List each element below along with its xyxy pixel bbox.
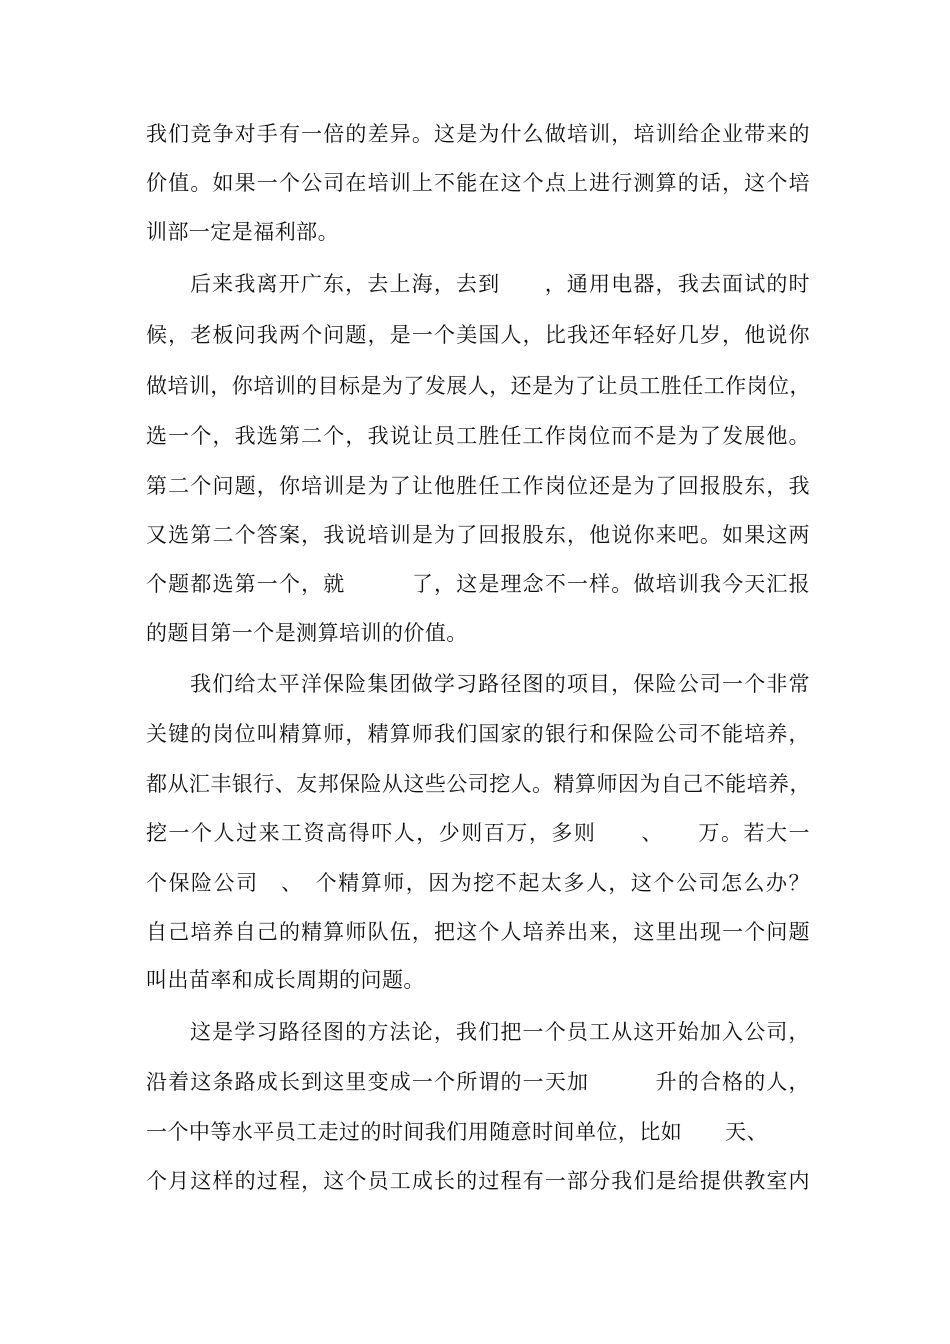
text-line-14: 都从汇丰银行、友邦保险从这些公司挖人。精算师因为自己不能培养， (146, 772, 811, 796)
text-line-5: 候，老板问我两个问题，是一个美国人，比我还年轻好几岁，他说你 (146, 323, 810, 347)
text-line-9: 又选第二个答案，我说培训是为了回报股东，他说你来吧。如果这两 (146, 523, 810, 547)
text-line-6: 做培训，你培训的目标是为了发展人，还是为了让员工胜任工作岗位， (146, 374, 811, 398)
text-line-15: 挖一个人过来工资高得吓人，少则百万，多则 、 万。若大一 (146, 821, 810, 845)
text-line-4: 后来我离开广东，去上海，去到 ，通用电器，我去面试的时 (190, 272, 810, 296)
text-line-12: 我们给太平洋保险集团做学习路径图的项目，保险公司一个非常 (190, 672, 810, 696)
text-line-18: 叫出苗率和成长周期的问题。 (146, 968, 425, 992)
text-line-1: 我们竞争对手有一倍的差异。这是为什么做培训，培训给企业带来的 (146, 122, 810, 146)
text-line-20: 沿着这条路成长到这里变成一个所谓的一天加 升的合格的人， (146, 1070, 810, 1094)
text-line-13: 关键的岗位叫精算师，精算师我们国家的银行和保险公司不能培养， (146, 722, 810, 746)
text-line-21: 一个中等水平员工走过的时间我们用随意时间单位，比如 天、 (146, 1120, 769, 1144)
text-line-3: 训部一定是福利部。 (146, 220, 340, 244)
text-line-11: 的题目第一个是测算培训的价值。 (146, 621, 468, 645)
text-line-16: 个保险公司 、 个精算师，因为挖不起太多人，这个公司怎么办？ (146, 871, 810, 895)
text-line-22: 个月这样的过程，这个员工成长的过程有一部分我们是给提供教室内 (146, 1169, 810, 1193)
text-line-2: 价值。如果一个公司在培训上不能在这个点上进行测算的话，这个培 (146, 171, 810, 195)
text-line-8: 第二个问题，你培训是为了让他胜任工作岗位还是为了回报股东，我 (146, 474, 810, 498)
text-line-10: 个题都选第一个，就 了，这是理念不一样。做培训我今天汇报 (146, 572, 810, 596)
text-line-19: 这是学习路径图的方法论，我们把一个员工从这开始加入公司， (190, 1020, 810, 1044)
text-line-17: 自己培养自己的精算师队伍，把这个人培养出来，这里出现一个问题 (146, 920, 810, 944)
text-line-7: 选一个，我选第二个，我说让员工胜任工作岗位而不是为了发展他。 (146, 424, 810, 448)
